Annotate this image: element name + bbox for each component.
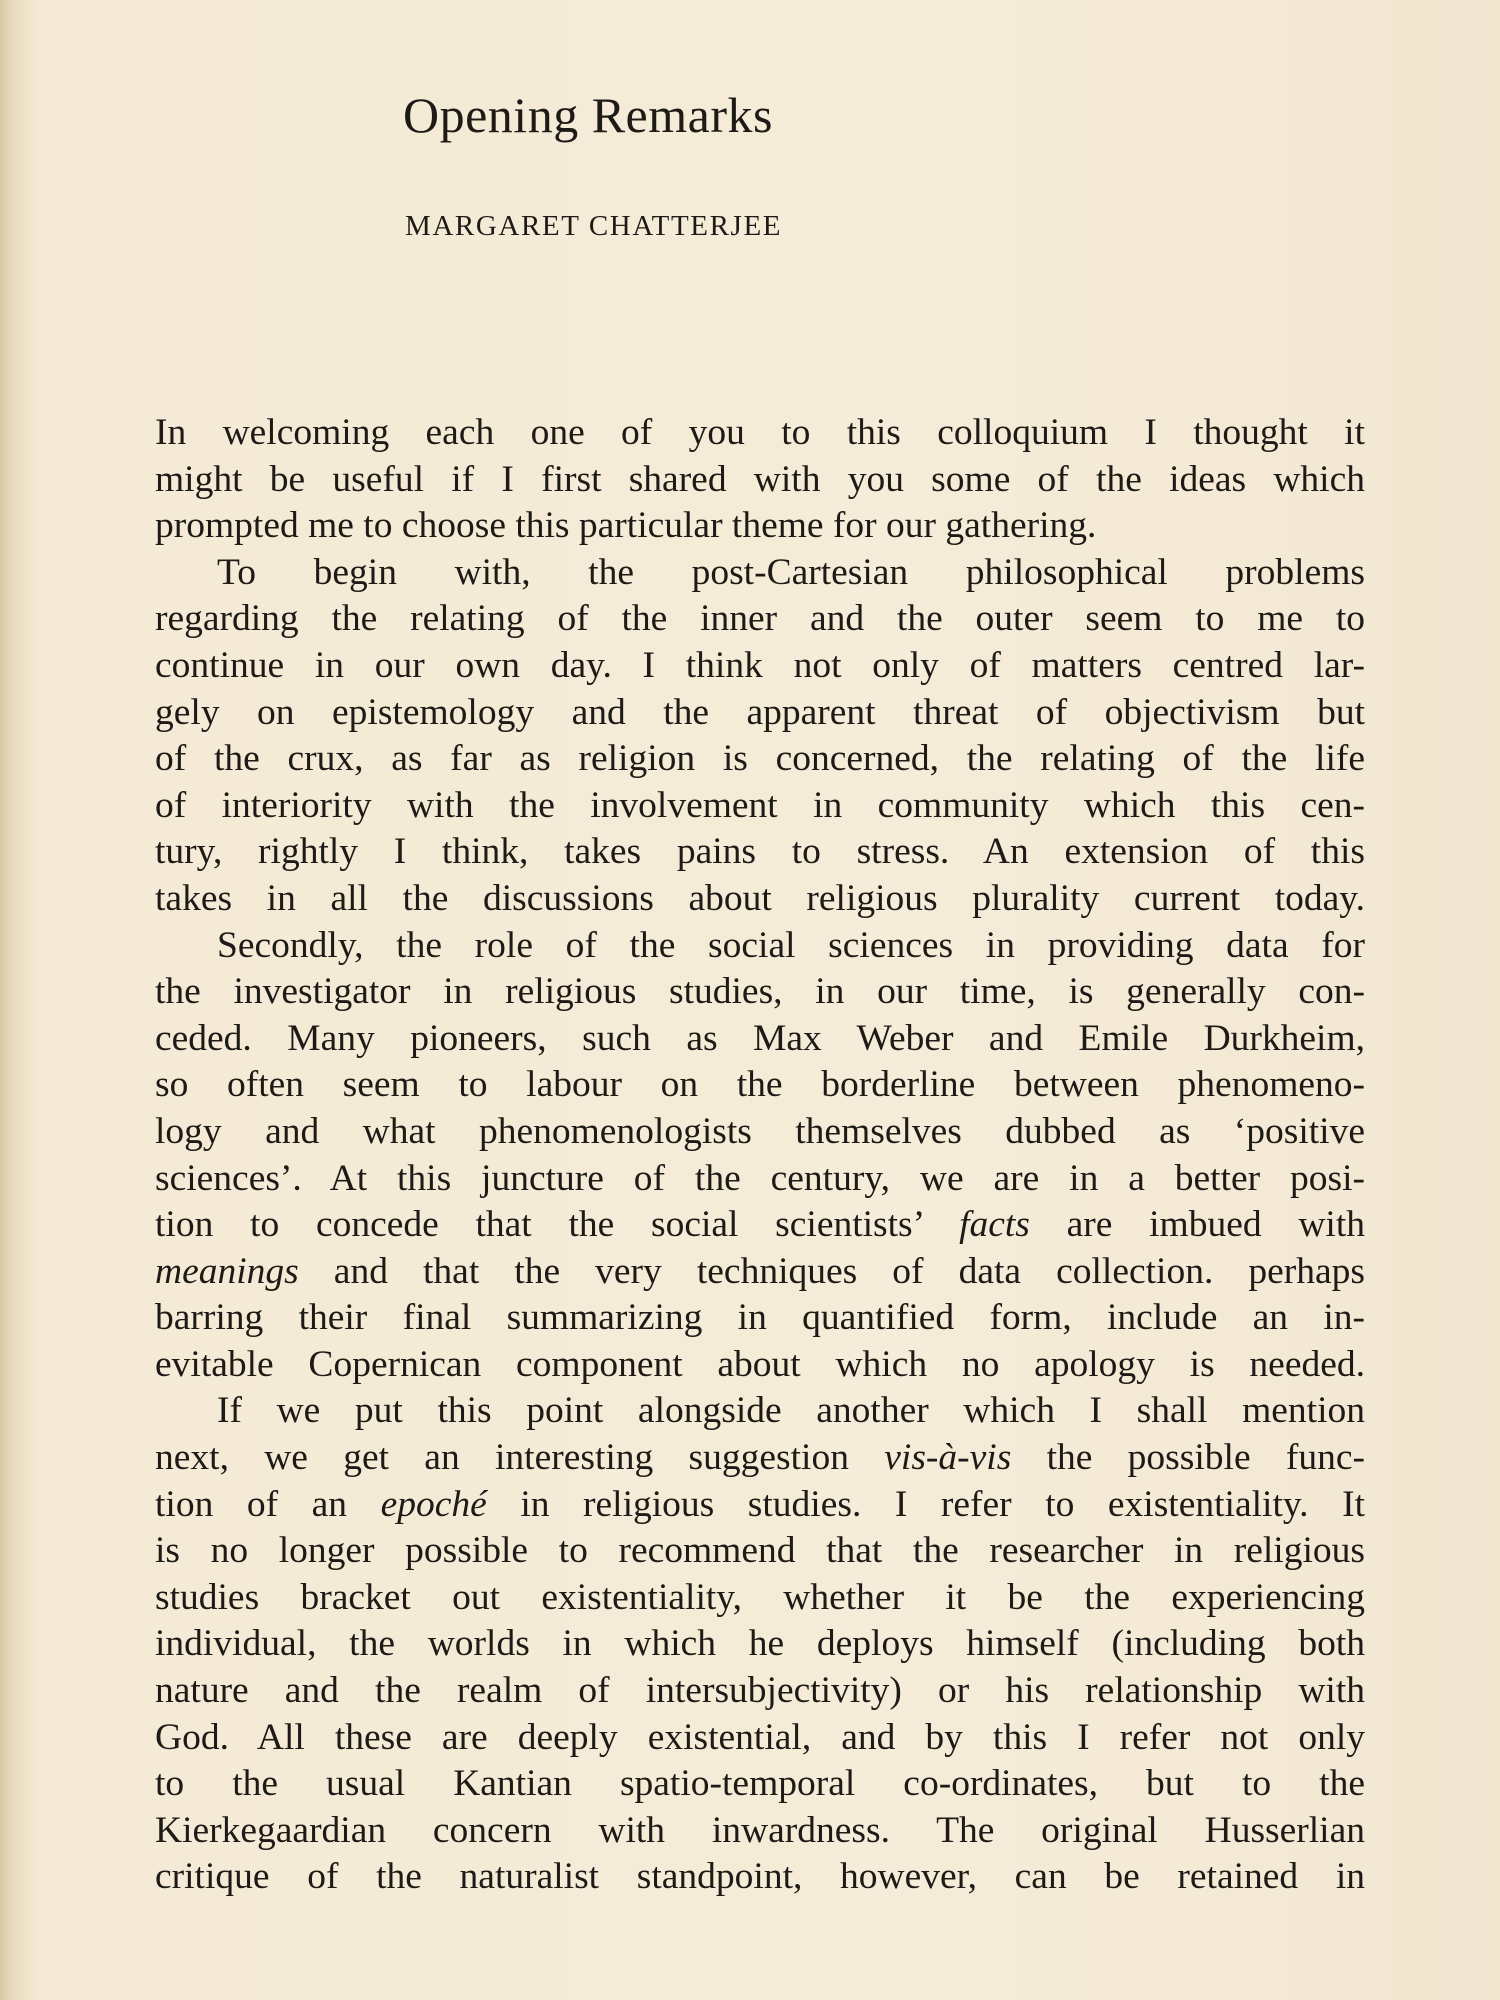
text-line: [155, 829, 1365, 876]
text-segment: evitable Copernican component about which no apology is needed.: [155, 1343, 1365, 1385]
text-segment: takes in all the discussions about religious plurality current today.: [155, 877, 1365, 919]
italic-text: epoché: [380, 1483, 487, 1525]
text-line: [155, 1668, 1365, 1715]
text-segment: might be useful if I first shared with you some of the ideas which: [155, 458, 1365, 500]
text-line: [155, 1528, 1365, 1575]
text-line: [155, 410, 1365, 457]
text-segment: continue in our own day. I think not only of matters centred lar-: [155, 644, 1365, 686]
text-segment: studies bracket out existentiality, whether it be the experiencing: [155, 1576, 1365, 1618]
body-text: [155, 410, 1365, 1901]
text-segment: next, we get an interesting suggestion: [155, 1437, 885, 1479]
text-line: [155, 1062, 1365, 1109]
text-segment: to the usual Kantian spatio-temporal co-ordinates, but to the: [155, 1763, 1365, 1805]
text-line: [155, 783, 1365, 830]
text-line: [155, 1621, 1365, 1668]
text-line: [155, 596, 1365, 643]
text-segment: In welcoming each one of you to this colloquium I thought it: [155, 412, 1365, 453]
text-line: [155, 1482, 1365, 1529]
text-segment: sciences’. At this juncture of the century, we are in a better posi-: [155, 1157, 1365, 1199]
italic-text: facts: [959, 1204, 1030, 1246]
text-segment: regarding the relating of the inner and the outer seem to me to: [155, 598, 1365, 640]
text-segment: tion to concede that the social scientists’: [155, 1204, 960, 1246]
text-line: [155, 1575, 1365, 1622]
text-line: [155, 1854, 1365, 1901]
text-line: [155, 969, 1365, 1016]
text-segment: of interiority with the involvement in community which this cen-: [155, 784, 1365, 826]
text-segment: Secondly, the role of the social sciences in providing data for: [217, 924, 1365, 966]
text-line: [155, 923, 1365, 970]
text-segment: logy and what phenomenologists themselves dubbed as ‘positive: [155, 1110, 1365, 1152]
text-segment: of the crux, as far as religion is concerned, the relating of the life: [155, 738, 1365, 780]
text-line: [155, 1388, 1365, 1435]
text-line: [155, 1202, 1365, 1249]
text-segment: God. All these are deeply existential, and by this I refer not only: [155, 1716, 1365, 1758]
text-line: [155, 1342, 1365, 1389]
text-segment: ceded. Many pioneers, such as Max Weber and Emile Durkheim,: [155, 1017, 1365, 1059]
page-title: Opening Remarks: [403, 87, 773, 143]
text-segment: To begin with, the post-Cartesian philosophical problems: [217, 551, 1365, 593]
text-line: [155, 1715, 1365, 1762]
text-segment: are imbued with: [1029, 1204, 1365, 1246]
text-segment: tion of an: [155, 1483, 381, 1525]
text-line: [155, 1109, 1365, 1156]
text-line: [155, 736, 1365, 783]
text-line: [155, 503, 1365, 550]
text-line: [155, 1156, 1365, 1203]
text-segment: individual, the worlds in which he deploys himself (including both: [155, 1623, 1365, 1665]
text-segment: critique of the naturalist standpoint, however, can be retained in: [155, 1856, 1365, 1898]
text-segment: and that the very techniques of data collection. perhaps: [298, 1250, 1365, 1292]
text-line: [155, 1761, 1365, 1808]
text-segment: prompted me to choose this particular theme for our gathering.: [155, 505, 1097, 547]
text-segment: the possible func-: [1011, 1437, 1365, 1479]
text-line: [155, 1435, 1365, 1482]
italic-text: vis-à-vis: [884, 1437, 1012, 1479]
text-segment: gely on epistemology and the apparent threat of objectivism but: [155, 691, 1365, 733]
text-segment: tury, rightly I think, takes pains to stress. An extension of this: [155, 831, 1365, 873]
author-name: MARGARET CHATTERJEE: [405, 210, 783, 242]
text-segment: the investigator in religious studies, in our time, is generally con-: [155, 971, 1365, 1013]
text-segment: Kierkegaardian concern with inwardness. The original Husserlian: [155, 1809, 1365, 1851]
text-segment: is no longer possible to recommend that the researcher in religious: [155, 1530, 1365, 1572]
italic-text: meanings: [155, 1250, 299, 1292]
text-line: [155, 1016, 1365, 1063]
text-line: [155, 1808, 1365, 1855]
text-segment: If we put this point alongside another which I shall mention: [217, 1390, 1365, 1432]
text-line: [155, 550, 1365, 597]
text-line: [155, 643, 1365, 690]
text-segment: in religious studies. I refer to existentiality. It: [486, 1483, 1365, 1525]
text-segment: barring their final summarizing in quantified form, include an in-: [155, 1297, 1365, 1339]
text-line: [155, 457, 1365, 504]
text-line: [155, 876, 1365, 923]
text-segment: so often seem to labour on the borderline between phenomeno-: [155, 1064, 1365, 1106]
text-line: [155, 1249, 1365, 1296]
text-segment: nature and the realm of intersubjectivity) or his relationship with: [155, 1670, 1365, 1712]
text-line: [155, 690, 1365, 737]
text-line: [155, 1295, 1365, 1342]
